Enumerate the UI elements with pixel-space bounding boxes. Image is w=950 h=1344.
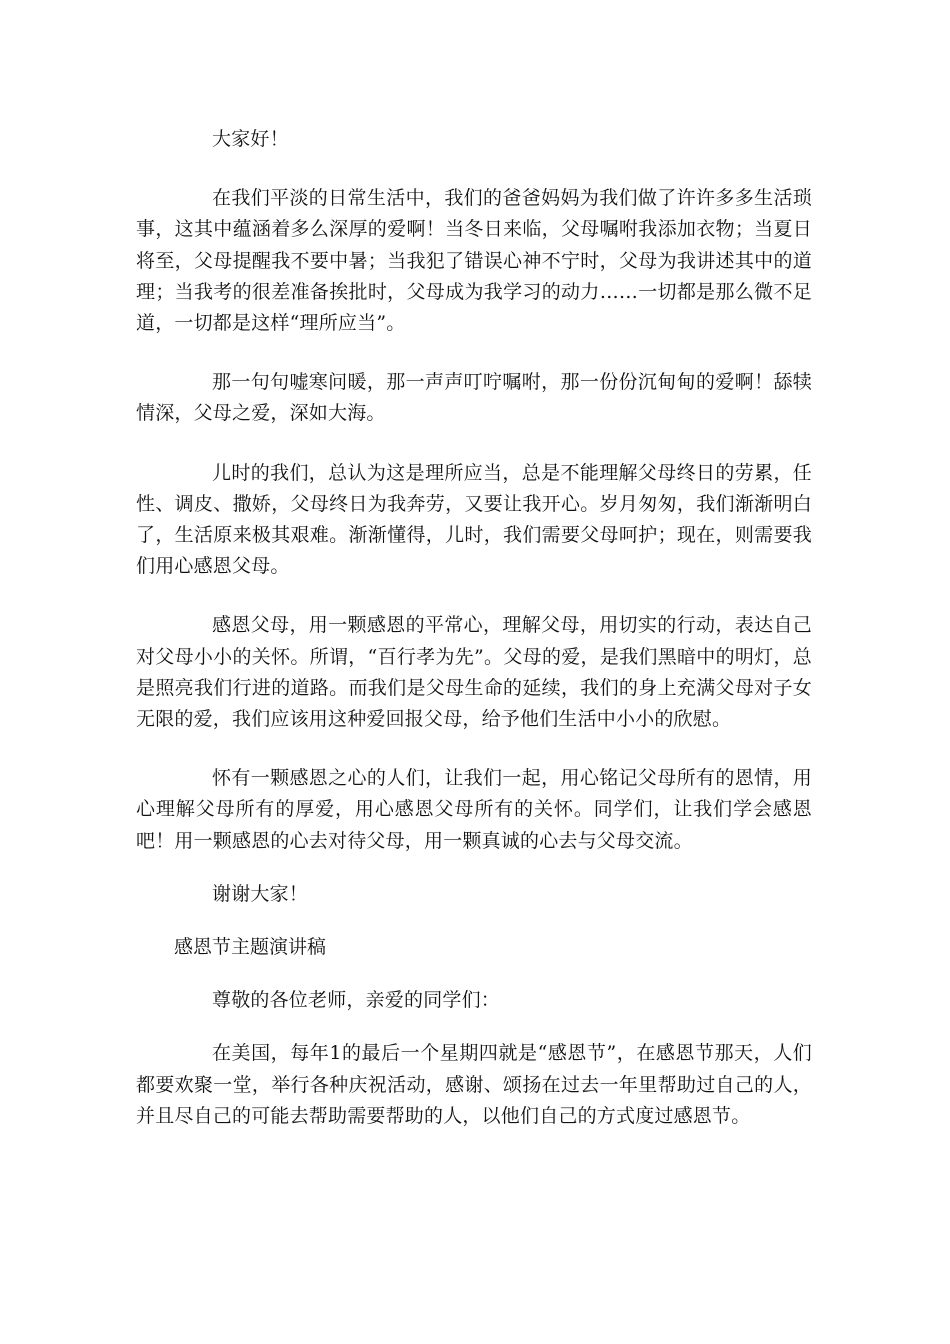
paragraph-daily-life: 在我们平淡的日常生活中，我们的爸爸妈妈为我们做了许许多多生活琐事，这其中蕴涵着多么深厚的爱啊！当冬日来临，父母嘱咐我添加衣物；当夏日将至，父母提醒我不要中暑；当我犯了错误心神不宁时，父母为我讲述其中的道理；当我考的很差准备挨批时，父母成为我学习的动力……一切都是那么微不足道，一切都是这样“理所应当”。	[136, 187, 812, 335]
greeting: 大家好！	[212, 128, 289, 150]
paragraph-call-to-action: 怀有一颗感恩之心的人们，让我们一起，用心铭记父母所有的恩情，用心理解父母所有的厚爱，用心感恩父母所有的关怀。同学们，让我们学会感恩吧！用一颗感恩的心去对待父母，用一颗真诚的心去与父母交流。	[136, 767, 812, 852]
document-page	[136, 124, 812, 1132]
paragraph-parental-love: 那一句句嘘寒问暖，那一声声叮咛嘱咐，那一份份沉甸甸的爱啊！舔犊情深，父母之爱，深如大海。	[136, 371, 812, 425]
salutation: 尊敬的各位老师，亲爱的同学们：	[212, 989, 501, 1012]
paragraph-gratitude: 感恩父母，用一颗感恩的平常心，理解父母，用切实的行动，表达自己对父母小小的关怀。所谓，“百行孝为先”。父母的爱，是我们黑暗中的明灯，总是照亮我们行进的道路。而我们是父母生命的延续，我们的身上充满父母对子女无限的爱，我们应该用这种爱回报父母，给予他们生活中小小的欣慰。	[136, 614, 812, 731]
closing-thanks: 谢谢大家！	[212, 882, 309, 905]
section-title: 感恩节主题演讲稿	[174, 936, 327, 959]
paragraph-childhood: 儿时的我们，总认为这是理所应当，总是不能理解父母终日的劳累，任性、调皮、撒娇，父母终日为我奔劳，又要让我开心。岁月匆匆，我们渐渐明白了，生活原来极其艰难。渐渐懂得，儿时，我们需要父母呵护；现在，则需要我们用心感恩父母。	[136, 461, 812, 578]
paragraph-thanksgiving: 在美国，每年1的最后一个星期四就是“感恩节”，在感恩节那天，人们都要欢聚一堂，举行各种庆祝活动，感谢、颂扬在过去一年里帮助过自己的人，并且尽自己的可能去帮助需要帮助的人，以他们自己的方式度过感恩节。	[136, 1042, 812, 1127]
